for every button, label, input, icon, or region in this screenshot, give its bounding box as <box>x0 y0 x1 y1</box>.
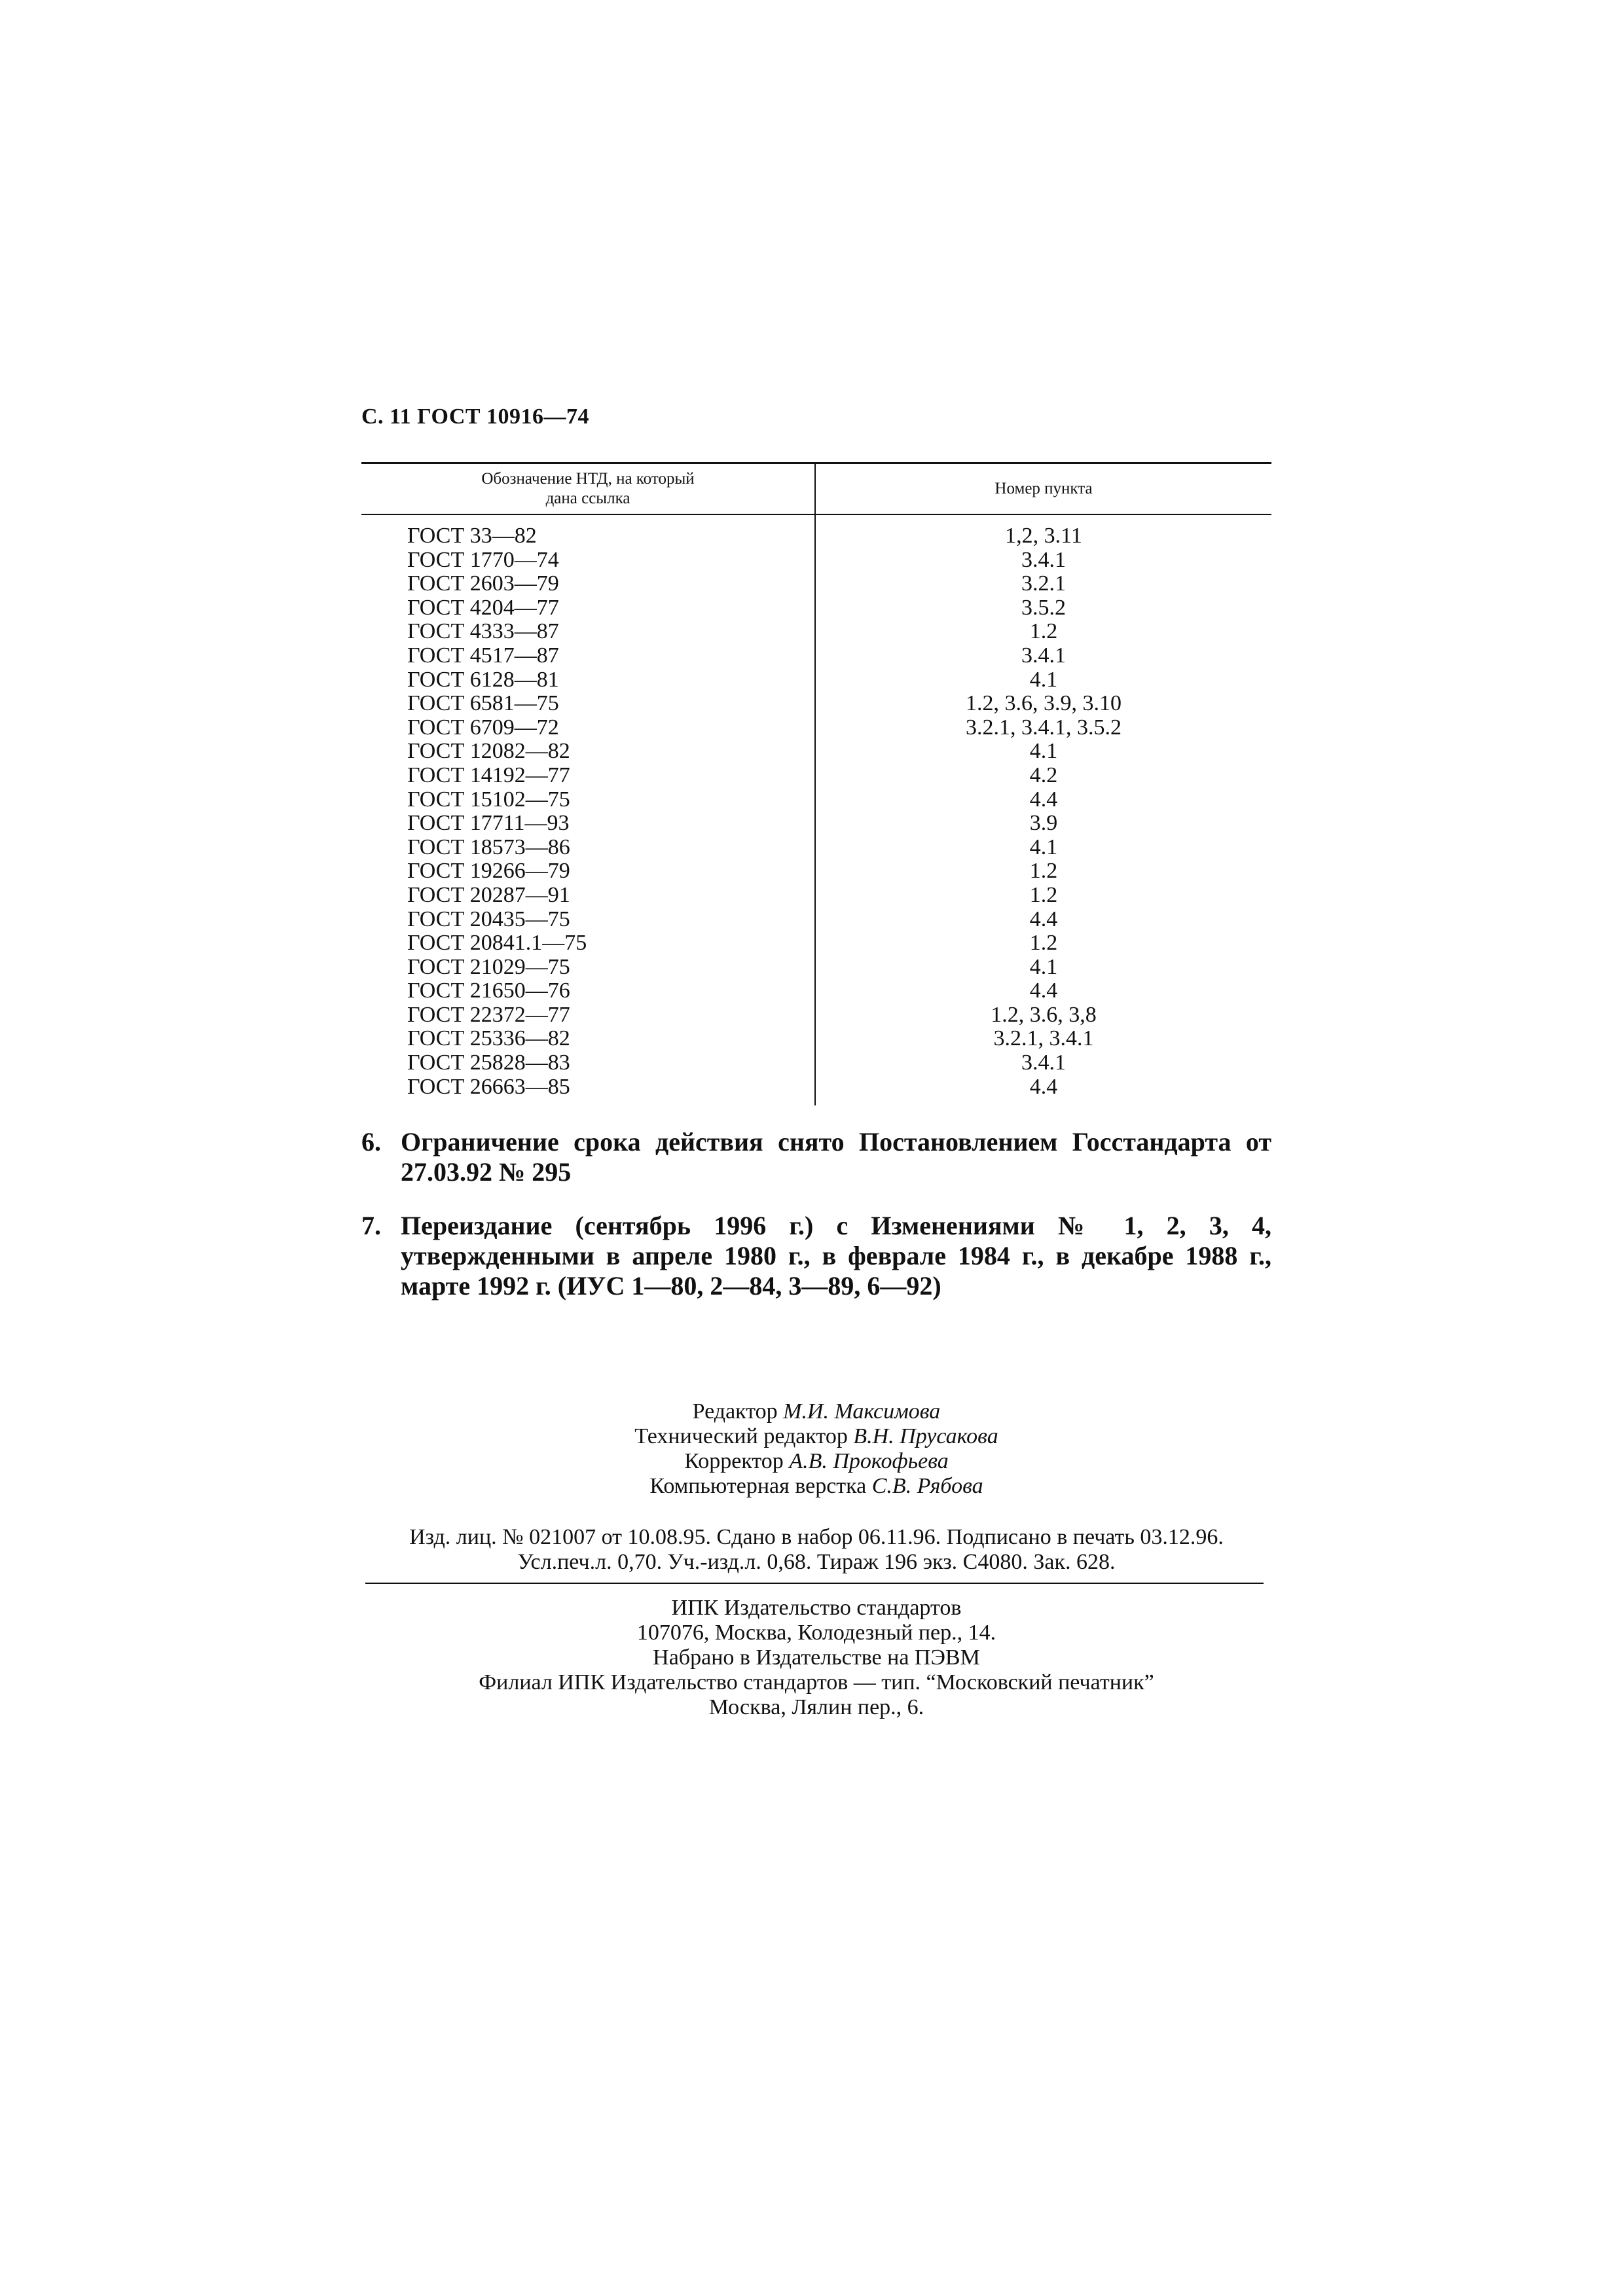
cell-clause: 4.4 <box>1029 906 1058 931</box>
table-row <box>361 596 1271 620</box>
cell-clause: 3.2.1, 3.4.1, 3.5.2 <box>966 715 1122 740</box>
table-body <box>361 514 1271 1105</box>
publisher-line: Филиал ИПК Издательство стандартов — тип. “Московский печатник” <box>479 1670 1154 1695</box>
cell-clause: 4.4 <box>1029 978 1058 1003</box>
cell-document: ГОСТ 4517—87 <box>361 644 815 668</box>
cell-clause: 4.4 <box>1029 1074 1058 1099</box>
cell-clause: 1,2, 3.11 <box>1005 524 1082 548</box>
page-header: С. 11 ГОСТ 10916—74 <box>361 404 590 429</box>
cell-document: ГОСТ 2603—79 <box>361 572 815 596</box>
credit-line <box>361 1399 1271 1424</box>
publisher-line: ИПК Издательство стандартов <box>671 1596 962 1620</box>
cell-document: ГОСТ 19266—79 <box>361 859 815 884</box>
table-row <box>361 572 1271 596</box>
table-row <box>361 859 1271 884</box>
table-row <box>361 668 1271 692</box>
cell-clause: 4.1 <box>1029 739 1058 764</box>
cell-document: ГОСТ 18573—86 <box>361 836 815 860</box>
column-header-document <box>361 463 815 515</box>
credit-name: В.Н. Прусакова <box>853 1424 998 1448</box>
cell-clause: 3.2.1 <box>1021 571 1066 596</box>
editorial-credits <box>361 1399 1271 1499</box>
publisher-line: 107076, Москва, Колодезный пер., 14. <box>636 1621 996 1645</box>
table-row <box>361 716 1271 740</box>
cell-clause: 4.2 <box>1029 762 1058 787</box>
column-header-clause: Номер пункта <box>815 463 1271 515</box>
table-row <box>361 836 1271 860</box>
cell-clause: 1.2 <box>1029 882 1058 907</box>
cell-document: ГОСТ 25336—82 <box>361 1027 815 1051</box>
cell-document: ГОСТ 25828—83 <box>361 1051 815 1075</box>
cell-document: ГОСТ 22372—77 <box>361 1003 815 1028</box>
credit-line <box>361 1474 1271 1499</box>
table-row <box>361 812 1271 836</box>
credit-name: М.И. Максимова <box>783 1399 941 1424</box>
imprint-line: Изд. лиц. № 021007 от 10.08.95. Сдано в набор 06.11.96. Подписано в печать 03.12.96. <box>409 1525 1224 1549</box>
item-text: Переиздание (сентябрь 1996 г.) с Изменениями № 1, 2, 3, 4, утвержденными в апреле 1980 г., в феврале 1984 г., в декабре 1988 г., марте 1992 г. (ИУС 1—80, 2—84, 3—89, 6—92) <box>401 1211 1271 1300</box>
cell-clause: 3.4.1 <box>1021 643 1066 668</box>
cell-document: ГОСТ 15102—75 <box>361 788 815 812</box>
table-row <box>361 884 1271 908</box>
cell-clause: 3.2.1, 3.4.1 <box>993 1026 1094 1051</box>
publisher-line: Набрано в Издательстве на ПЭВМ <box>653 1645 980 1670</box>
table-row <box>361 1027 1271 1051</box>
cell-clause: 1.2, 3.6, 3.9, 3.10 <box>966 691 1122 716</box>
credit-line <box>361 1424 1271 1449</box>
table-row <box>361 764 1271 788</box>
cell-document: ГОСТ 14192—77 <box>361 764 815 788</box>
divider <box>365 1583 1264 1584</box>
cell-document: ГОСТ 20287—91 <box>361 884 815 908</box>
item-number: 7. <box>361 1211 381 1240</box>
cell-document: ГОСТ 21650—76 <box>361 979 815 1003</box>
cell-document: ГОСТ 17711—93 <box>361 812 815 836</box>
imprint-line: Усл.печ.л. 0,70. Уч.-изд.л. 0,68. Тираж 196 экз. С4080. Зак. 628. <box>517 1550 1116 1574</box>
cell-clause: 1.2 <box>1029 859 1058 884</box>
credit-name: А.В. Прокофьева <box>789 1449 949 1473</box>
cell-clause: 1.2 <box>1029 619 1058 644</box>
item-7 <box>361 1211 1271 1301</box>
cell-document: ГОСТ 33—82 <box>361 514 815 548</box>
column-header-document-line1: Обозначение НТД, на который <box>481 470 695 488</box>
table-header-row <box>361 463 1271 515</box>
publisher-line: Москва, Лялин пер., 6. <box>708 1695 924 1719</box>
table-row <box>361 1075 1271 1106</box>
table-row <box>361 931 1271 956</box>
item-6 <box>361 1127 1271 1187</box>
cell-clause: 3.4.1 <box>1021 1050 1066 1075</box>
reference-table <box>361 462 1271 1105</box>
publisher-info <box>361 1596 1271 1720</box>
cell-clause: 1.2 <box>1029 931 1058 956</box>
cell-document: ГОСТ 26663—85 <box>361 1075 815 1106</box>
cell-clause: 3.9 <box>1029 811 1058 836</box>
table-row <box>361 956 1271 980</box>
table-row <box>361 644 1271 668</box>
table-row <box>361 788 1271 812</box>
cell-document: ГОСТ 6709—72 <box>361 716 815 740</box>
credit-role: Корректор <box>684 1449 784 1473</box>
cell-document: ГОСТ 4333—87 <box>361 620 815 644</box>
credit-line <box>361 1449 1271 1474</box>
credit-role: Технический редактор <box>634 1424 848 1448</box>
cell-clause: 1.2, 3.6, 3,8 <box>991 1002 1097 1027</box>
table-row <box>361 1051 1271 1075</box>
cell-document: ГОСТ 1770—74 <box>361 548 815 573</box>
cell-document: ГОСТ 20841.1—75 <box>361 931 815 956</box>
table-row <box>361 908 1271 932</box>
cell-document: ГОСТ 12082—82 <box>361 740 815 764</box>
table-row <box>361 692 1271 716</box>
cell-clause: 4.1 <box>1029 954 1058 979</box>
cell-clause: 4.4 <box>1029 787 1058 812</box>
cell-document: ГОСТ 6581—75 <box>361 692 815 716</box>
credit-name: С.В. Рябова <box>871 1474 983 1498</box>
cell-clause: 4.1 <box>1029 834 1058 859</box>
credit-role: Редактор <box>692 1399 778 1424</box>
table-row <box>361 979 1271 1003</box>
cell-document: ГОСТ 20435—75 <box>361 908 815 932</box>
table-row <box>361 1003 1271 1028</box>
cell-clause: 4.1 <box>1029 667 1058 692</box>
table-row <box>361 620 1271 644</box>
table-row <box>361 740 1271 764</box>
item-text: Ограничение срока действия снято Постановлением Госстандарта от 27.03.92 № 295 <box>401 1127 1271 1187</box>
cell-document: ГОСТ 4204—77 <box>361 596 815 620</box>
item-number: 6. <box>361 1127 381 1157</box>
imprint-info <box>361 1525 1271 1575</box>
credit-role: Компьютерная верстка <box>649 1474 867 1498</box>
cell-clause: 3.5.2 <box>1021 595 1066 620</box>
cell-document: ГОСТ 21029—75 <box>361 956 815 980</box>
cell-clause: 3.4.1 <box>1021 547 1066 572</box>
cell-document: ГОСТ 6128—81 <box>361 668 815 692</box>
column-header-document-line2: дана ссылка <box>545 490 630 507</box>
table-row <box>361 548 1271 573</box>
table-row <box>361 514 1271 548</box>
